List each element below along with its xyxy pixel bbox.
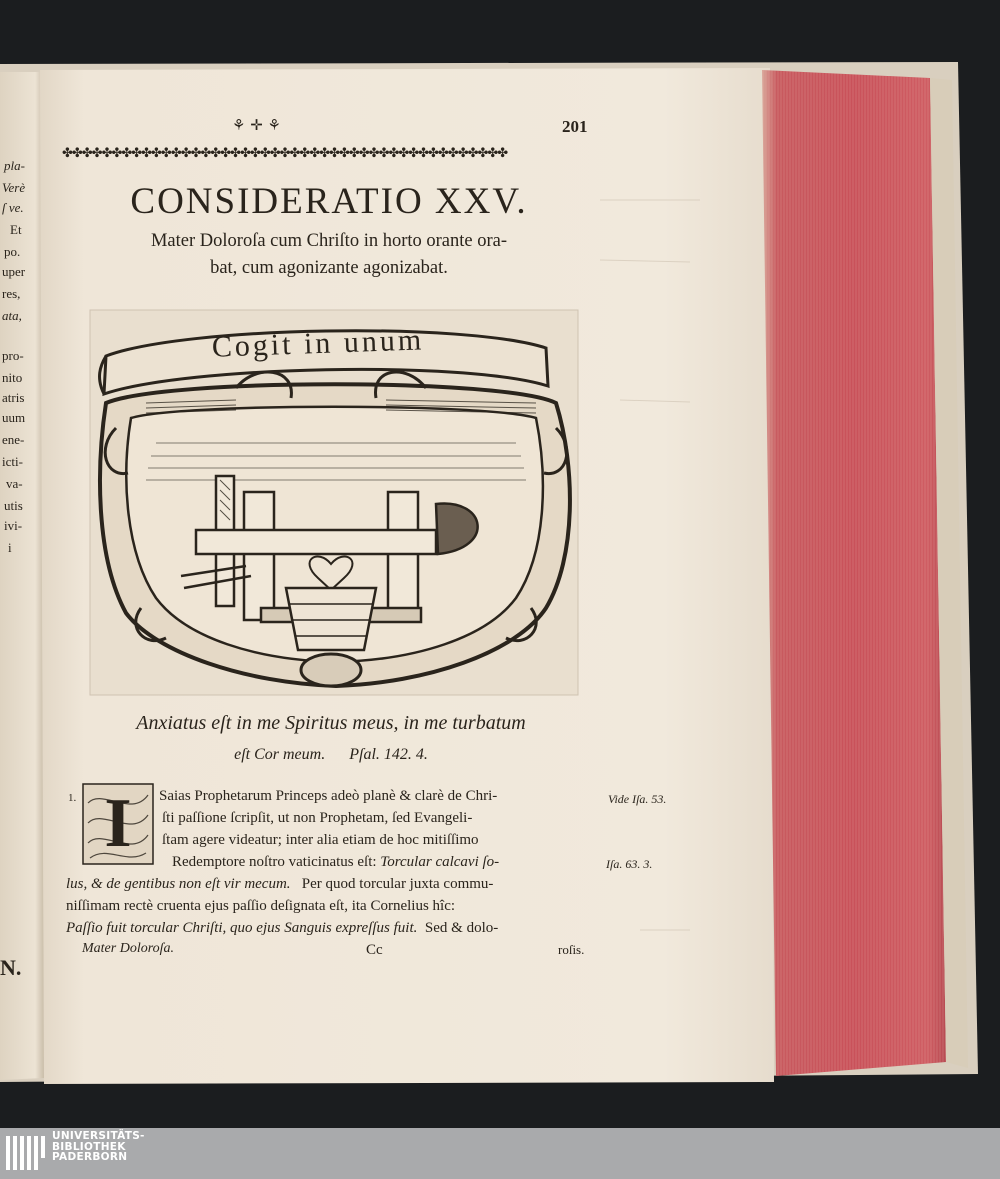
emblem-motto: Cogit in unum [211,323,425,364]
body-line: niſſimam rectè cruenta ejus paſſio deſignata eſt, ita Cornelius hîc: [66,898,456,914]
dropcap-letter: I [104,785,132,862]
body-quote: quo ejus Sanguis expreſſus fuit. [230,920,418,936]
left-page-fragment: icti- [2,454,23,469]
emblem-engraving [86,308,586,703]
scripture-caption [64,707,598,771]
library-name-line: PADERBORN [52,1151,128,1163]
page-number: 201 [562,117,588,136]
body-line [66,876,493,893]
left-page-fragment: ata, [2,308,22,323]
margin-note: Iſa. 63. 3. [606,857,653,871]
left-page-fragment: pro- [2,348,24,363]
body-text: Sed & dolo- [424,920,499,936]
subtitle-line: bat, cum agonizante agonizabat. [210,258,448,278]
body-quote: lus, & de gentibus non eſt vir mecum. [66,876,291,892]
caption-text: eſt Cor meum. [234,746,326,763]
signature-mark: Cc [366,942,383,958]
left-page-fragment: nito [2,370,23,385]
left-page-fragment: ſ ve. [2,200,24,215]
paragraph-number: 1. [68,792,77,804]
page-subtitle [62,228,596,282]
caption-reference: Pſal. 142. 4. [349,746,428,763]
caption-line: Anxiatus eſt in me Spiritus meus, in me turbatum [136,712,526,734]
left-page-fragment: atris [2,390,25,405]
margin-note: Vide Iſa. 53. [608,792,667,806]
catchword: roſis. [558,942,585,957]
left-page-fragment: va- [6,476,23,491]
body-quote: Torcular calcavi ſo- [380,854,500,870]
left-page-fragment: utis [4,498,23,513]
library-logo-icon [6,1134,46,1172]
left-page-fragment: uum [2,410,26,425]
body-text: Per quod torcular juxta commu- [301,876,494,892]
left-page-fragment: po. [4,244,21,259]
decorated-initial [82,783,154,865]
page-title: CONSIDERATIO XXV. [130,181,528,222]
body-quote: Paſſio fuit torcular Chriſti, [66,920,227,936]
library-footer-bar [0,1128,1000,1179]
body-line [66,920,498,937]
left-page-fragment: res, [2,286,21,301]
library-name-line: BIBLIOTHEK [52,1140,126,1153]
left-page-fragment: ivi- [4,518,23,533]
running-foot: Mater Doloroſa. [82,941,175,956]
left-page-fragment: uper [2,264,26,279]
body-text: Redemptore noſtro vaticinatus eſt: [172,854,377,870]
library-name-line: UNIVERSITÄTS- [52,1130,145,1142]
body-line: ſti paſſione ſcripſit, ut non Prophetam, ſed Evangeli- [162,810,473,826]
left-page-fragment: Verè [2,180,26,195]
body-line: ſtam agere videatur; inter alia etiam de hoc mitiſſimo [162,832,479,848]
decorative-border: ✤✤✤✤✤✤✤✤✤✤✤✤✤✤✤✤✤✤✤✤✤✤✤✤✤✤✤✤✤✤✤✤✤✤✤✤✤✤✤✤✤✤✤✤✤ [62,146,508,160]
subtitle-line: Mater Doloroſa cum Chriſto in horto orante ora- [150,231,508,251]
left-page-fragment: Et [10,222,22,237]
left-page-fragment: ene- [2,432,25,447]
body-line: Saias Prophetarum Princeps adeò planè & clarè de Chri- [159,788,498,804]
library-name [52,1131,145,1163]
left-page-fragment: N. [0,955,22,980]
header-ornament: ⚘ ✛ ⚘ [232,116,281,134]
left-page-fragment: pla- [4,158,25,173]
body-line [172,854,499,871]
left-page-fragment: i [8,540,12,555]
